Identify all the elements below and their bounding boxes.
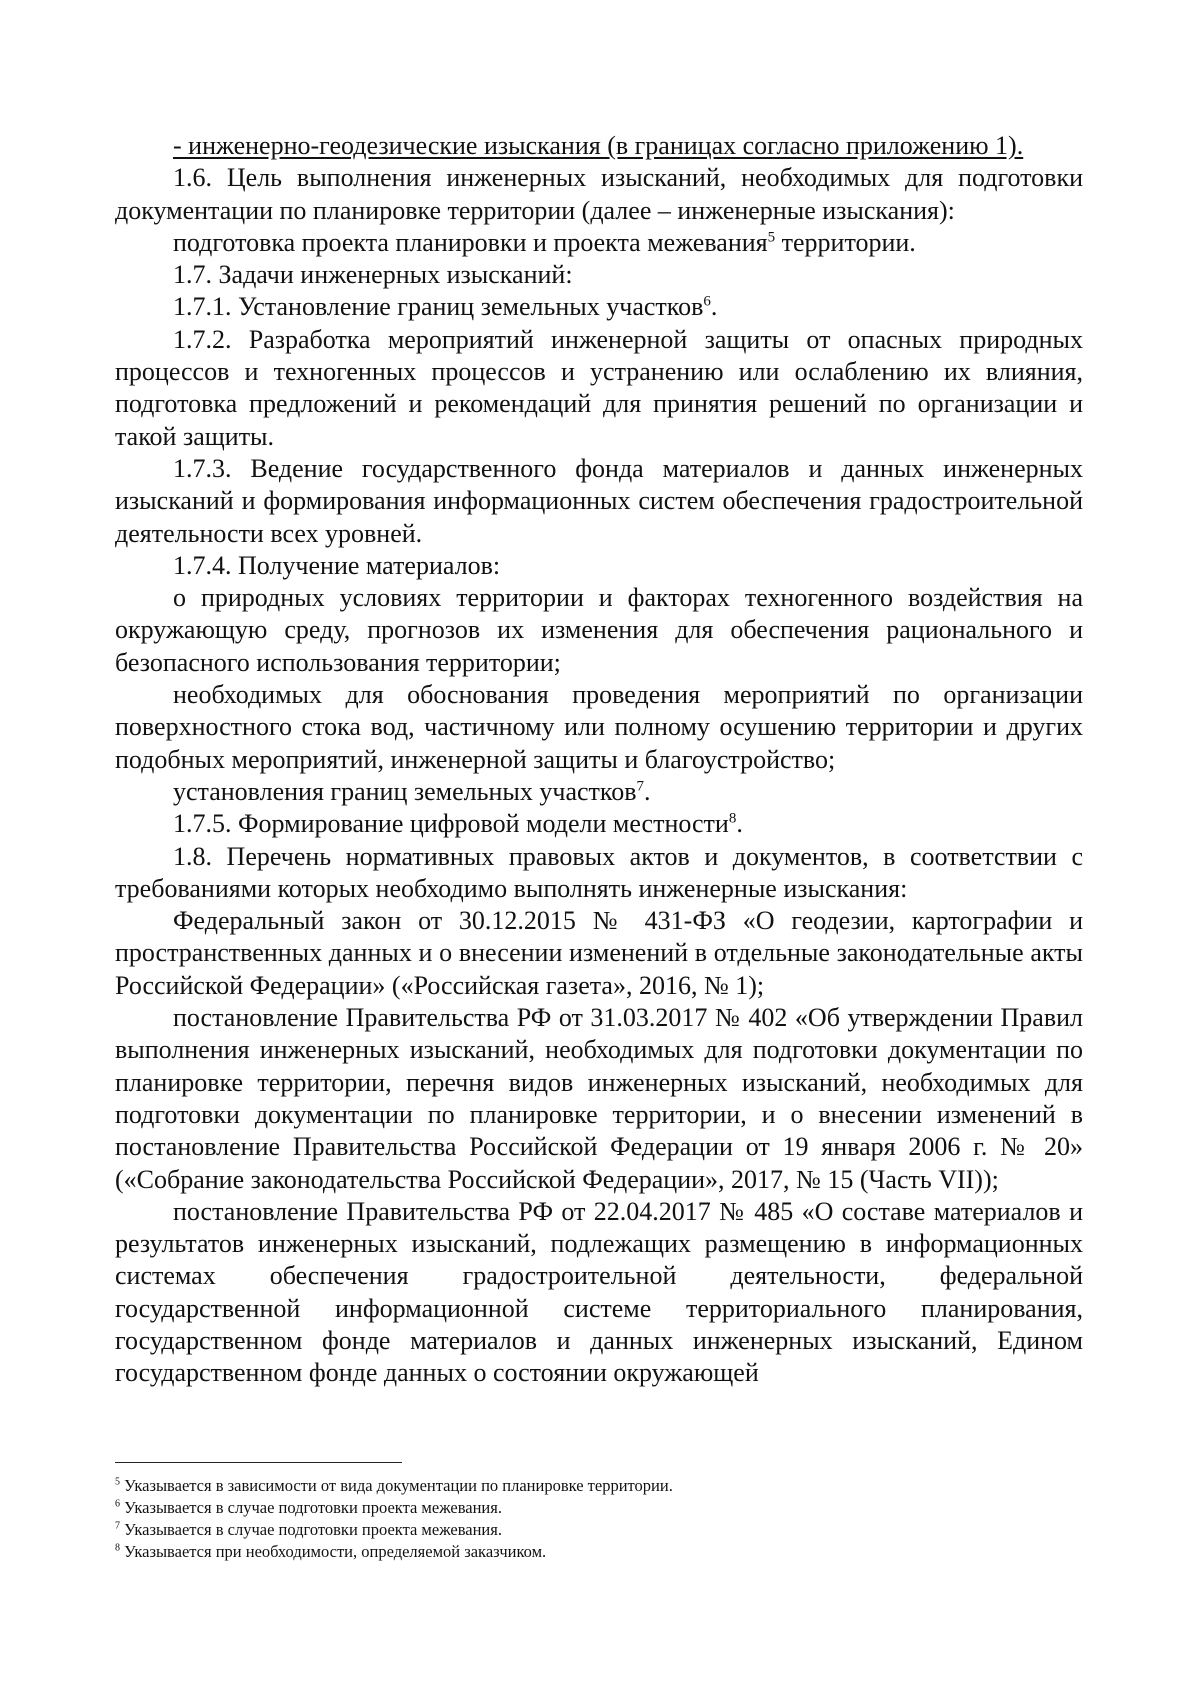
paragraph-text-tail: территории.: [775, 227, 916, 257]
paragraph-1-7-3: 1.7.3. Ведение государственного фонда материалов и данных инженерных изысканий и формирования информационных систем обеспечения градостроительной деятельности всех уровней.: [115, 453, 1083, 548]
paragraph-text-tail: .: [736, 809, 743, 839]
paragraph-goal: [115, 227, 1083, 259]
footnote-ref-6: 6: [703, 293, 711, 310]
footnote-5: [115, 1475, 1083, 1497]
paragraph-1-8: 1.8. Перечень нормативных правовых актов и документов, в соответствии с требованиями которых необходимо выполнять инженерные изыскания:: [115, 841, 1083, 903]
paragraph-text-tail: .: [643, 776, 651, 806]
paragraph-runoff: необходимых для обоснования проведения мероприятий по организации поверхностного стока вод, частичному или полному осушению территории и других подобных мероприятий, инженерной защиты и благоустройство;: [115, 680, 1083, 774]
paragraph-1-7-4: 1.7.4. Получение материалов:: [173, 550, 501, 580]
footnote-7: [115, 1519, 1083, 1541]
paragraph-natural-conditions: о природных условиях территории и факторах техногенного воздействия на окружающую среду, прогнозов их изменения для обеспечения рационального и безопасного использования территории;: [115, 583, 1083, 677]
paragraph-decree-485: постановление Правительства РФ от 22.04.2017 № 485 «О составе материалов и результатов инженерных изысканий, подлежащих размещению в информационных системах обеспечения градостроительной деятельности, федеральной государственной информационной системе территориального планирования, государственном фонде материалов и данных инженерных изысканий, Едином государственном фонде данных о состоянии окружающей: [115, 1196, 1083, 1388]
paragraph-survey-type: [115, 130, 1083, 162]
footnote-ref-5: 5: [767, 229, 776, 246]
footnote-text: Указывается в зависимости от вида документации по планировке территории.: [120, 1476, 673, 1495]
paragraph-text: 1.7.5. Формирование цифровой модели местности: [173, 809, 729, 839]
footnote-text: Указывается при необходимости, определяемой заказчиком.: [120, 1542, 547, 1561]
paragraph-1-7-1: [115, 291, 1083, 323]
paragraph-text: подготовка проекта планировки и проекта межевания: [173, 227, 768, 257]
footnote-text: Указывается в случае подготовки проекта межевания.: [120, 1498, 502, 1517]
footnote-mark: 8: [115, 1542, 120, 1554]
footnote-ref-7: 7: [636, 778, 644, 795]
footnotes: [115, 1475, 1083, 1563]
paragraph-1-7-5: [115, 808, 1083, 840]
paragraph-text-tail: .: [710, 292, 718, 322]
footnote-mark: 5: [115, 1476, 120, 1488]
paragraph-1-7-2: 1.7.2. Разработка мероприятий инженерной защиты от опасных природных процессов и техногенных процессов и устранению или ослаблению их влияния, подготовка предложений и рекомендаций для принятия решений по организации и такой защиты.: [115, 324, 1083, 451]
footnote-ref-8: 8: [728, 810, 737, 827]
footnote-mark: 6: [115, 1498, 120, 1510]
footnote-mark: 7: [115, 1520, 120, 1532]
footnote-text: Указывается в случае подготовки проекта межевания.: [120, 1520, 502, 1539]
footnote-8: [115, 1541, 1083, 1563]
paragraph-text: - инженерно-геодезические изыскания (в границах согласно приложению 1).: [173, 131, 1024, 160]
footnote-6: [115, 1497, 1083, 1519]
paragraph-text: установления границ земельных участков: [173, 776, 637, 806]
paragraph-1-6: 1.6. Цель выполнения инженерных изысканий, необходимых для подготовки документации по планировке территории (далее – инженерные изыскания):: [115, 163, 1083, 225]
footnote-separator: [115, 1462, 402, 1463]
paragraph-1-7: 1.7. Задачи инженерных изысканий:: [173, 260, 573, 290]
paragraph-decree-402: постановление Правительства РФ от 31.03.2017 № 402 «Об утверждении Правил выполнения инженерных изысканий, необходимых для подготовки документации по планировке территории, перечня видов инженерных изысканий, необходимых для подготовки документации по планировке территории, и о внесении изменений в постановление Правительства Российской Федерации от 19 января 2006 г. № 20» («Собрание законодательства Российской Федерации», 2017, № 15 (Часть VII));: [115, 1003, 1083, 1194]
paragraph-land-boundaries: [115, 776, 1083, 808]
paragraph-text: 1.7.1. Установление границ земельных участков: [173, 292, 704, 322]
paragraph-federal-law: Федеральный закон от 30.12.2015 № 431-ФЗ «О геодезии, картографии и пространственных данных и о внесении изменений в отдельные законодательные акты Российской Федерации» («Российская газета», 2016, № 1);: [115, 906, 1083, 1000]
document-body: [115, 130, 1083, 1390]
